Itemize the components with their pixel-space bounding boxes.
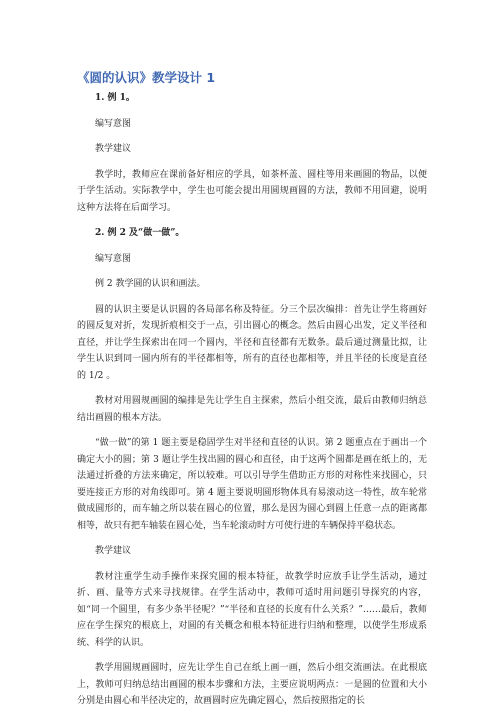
paragraph: 教学时，教师应在课前备好相应的学具，如茶杯盖、圆柱等用来画圆的物品，以便于学生活动。实际教学中，学生也可能会提出用圆规画圆的方法，教师不用回避，说明这种方法将在后面学习。 <box>77 169 427 213</box>
paragraph: 编写意图 <box>95 253 132 264</box>
paragraph: 教学用圆规画圆时，应先让学生自己在纸上画一画，然后小组交流画法。在此根底上，教师可归纳总结出画圆的根本步骤和方法，主要应说明两点：一是圆的位置和大小分别是由圆心和半径决定的，故画圆时应先确定圆心，然后按照指定的长 <box>77 663 427 706</box>
document-body <box>77 90 427 719</box>
paragraph: 2. 例 2 及“做一做”。 <box>95 228 185 238</box>
paragraph: 圆的认识主要是认识圆的各局部名称及特征。分三个层次编排：首先让学生将画好的圆反复对折，发现折痕相交于一点，引出圆心的概念。然后由圆心出发，定义半径和直径，并让学生探索出在同一个圆内，半径和直径都有无数条。最后通过测量比拟，让学生认识到同一圆内所有的半径都相等，所有的直径也都相等，并且半径的长度是直径的 1/2 。 <box>77 304 427 381</box>
paragraph: 教材注重学生动手操作来探究圆的根本特征，故教学时应放手让学生活动，通过折、画、量等方式来寻找规律。在学生活动中，教师可适时用问题引导探究的内容，如“同一个圆里，有多少条半径呢？”“半径和直径的长度有什么关系？”……最后，教师应在学生探究的根底上，对圆的有关概念和根本特征进行归纳和整理，以使学生形成系统、科学的认识。 <box>77 571 427 648</box>
document-title: 《圆的认识》教学设计 1 <box>77 70 216 85</box>
paragraph: 1. 例 1。 <box>95 93 135 103</box>
paragraph: 教材对用圆规画圆的编排是先让学生自主探索，然后小组交流，最后由教师归纳总结出画圆的根本方法。 <box>77 396 427 423</box>
paragraph: “做一做”的第 1 题主要是稳固学生对半径和直径的认识。第 2 题重点在于画出一个确定大小的圆；第 3 题让学生找出圆的圆心和直径，由于这两个圆都是画在纸上的，无法通过折叠的方法来确定，所以较难。可以引导学生借助正方形的对称性来找圆心，只要连接正方形的对角线即可。第 4 题主要说明圆形物体具有易滚动这一特性，故车轮常做成圆形的，而车轴之所以装在圆心的位置，那么是因为圆心到圆上任意一点的距离都相等，故只有把车轴装在圆心处，当车轮滚动时方可使行进的车辆保持平稳状态。 <box>77 438 427 531</box>
paragraph: 教学建议 <box>95 144 132 154</box>
paragraph: 教学建议 <box>95 546 132 556</box>
paragraph: 编写意图 <box>95 118 132 129</box>
paragraph: 例 2 教学圆的认识和画法。 <box>95 279 206 289</box>
